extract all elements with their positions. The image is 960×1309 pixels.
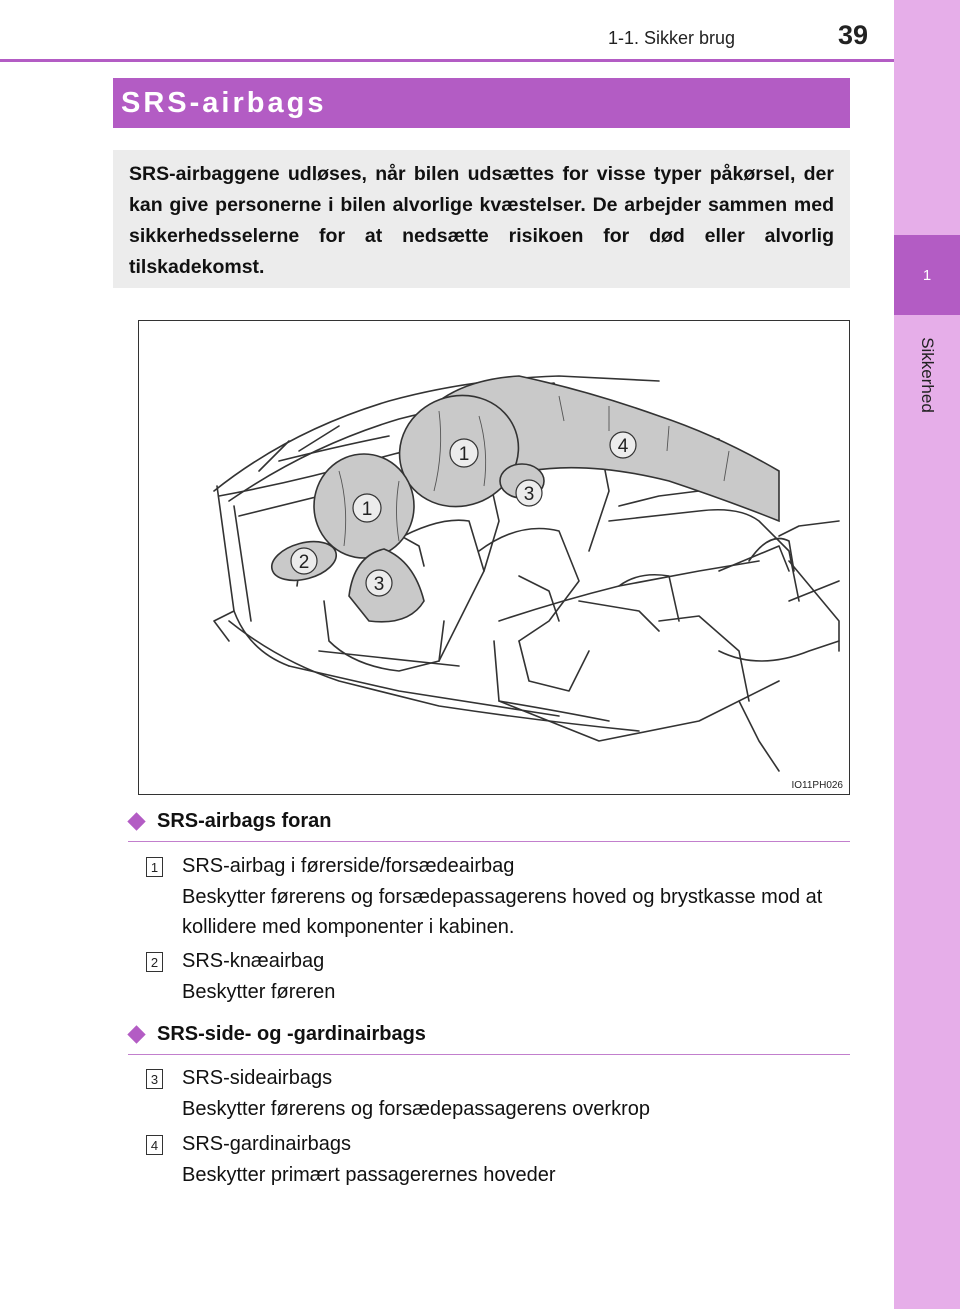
car-interior-drawing (139, 321, 849, 794)
item-description: Beskytter førerens og forsædepassagerens overkrop (182, 1097, 650, 1120)
intro-text: SRS-airbaggene udløses, når bilen udsættes for visse typer påkørsel, der kan give personerne i bilen alvorlige kvæstelser. De arbejder sammen med sikkerhedsselerne for at nedsætte risikoen for død eller alvorlig tilskadekomst. (129, 163, 834, 278)
callout-3-passenger-side (516, 480, 542, 506)
diamond-bullet-icon (127, 1025, 145, 1043)
callout-label: 2 (298, 552, 310, 573)
callout-4-curtain (610, 432, 636, 458)
callout-label: 1 (458, 444, 470, 465)
section-rule (128, 841, 850, 842)
diamond-bullet-icon (127, 812, 145, 830)
item-knee-airbag (182, 946, 852, 1007)
page-title: SRS-airbags (113, 78, 850, 128)
chapter-number: 1 (894, 235, 960, 315)
item-front-airbag (182, 851, 852, 943)
airbag-illustration (138, 320, 850, 795)
section-heading-side-curtain (128, 1023, 426, 1046)
item-number-box: 2 (146, 952, 163, 972)
section-heading-text: SRS-airbags foran (157, 810, 332, 832)
item-name: SRS-knæairbag (182, 950, 325, 972)
callout-2-knee (291, 548, 317, 574)
callout-label: 4 (617, 436, 629, 457)
header-rule (0, 59, 894, 62)
callout-1-driver (353, 494, 381, 522)
header-section-title: 1-1. Sikker brug (608, 28, 736, 48)
item-number-box: 3 (146, 1069, 163, 1089)
callout-1-passenger (450, 439, 478, 467)
chapter-side-tab (894, 0, 960, 1309)
item-number-box: 1 (146, 857, 163, 877)
item-description: Beskytter primært passagerernes hoveder (182, 1163, 556, 1186)
callout-label: 1 (361, 499, 373, 520)
item-name: SRS-gardinairbags (182, 1133, 351, 1155)
item-description: Beskytter føreren (182, 980, 336, 1003)
section-rule (128, 1054, 850, 1055)
item-description: Beskytter førerens og forsædepassagerens hoved og brystkasse mod at kollidere med komponenter i kabinen. (182, 885, 823, 938)
chapter-name-container (894, 320, 960, 430)
section-heading-text: SRS-side- og -gardinairbags (157, 1023, 426, 1045)
callout-label: 3 (373, 574, 385, 595)
item-number-box: 4 (146, 1135, 163, 1155)
section-heading-front (128, 810, 331, 833)
callout-label: 3 (523, 484, 535, 505)
chapter-name: Sikkerhed (918, 337, 938, 413)
figure-code: IO11PH026 (791, 780, 843, 791)
intro-box (113, 150, 850, 288)
item-name: SRS-sideairbags (182, 1067, 333, 1089)
callout-3-driver-side (366, 570, 392, 596)
item-curtain-airbags (182, 1129, 852, 1190)
item-name: SRS-airbag i førerside/forsædeairbag (182, 855, 515, 877)
page-number: 39 (838, 20, 869, 50)
item-side-airbags (182, 1063, 852, 1124)
